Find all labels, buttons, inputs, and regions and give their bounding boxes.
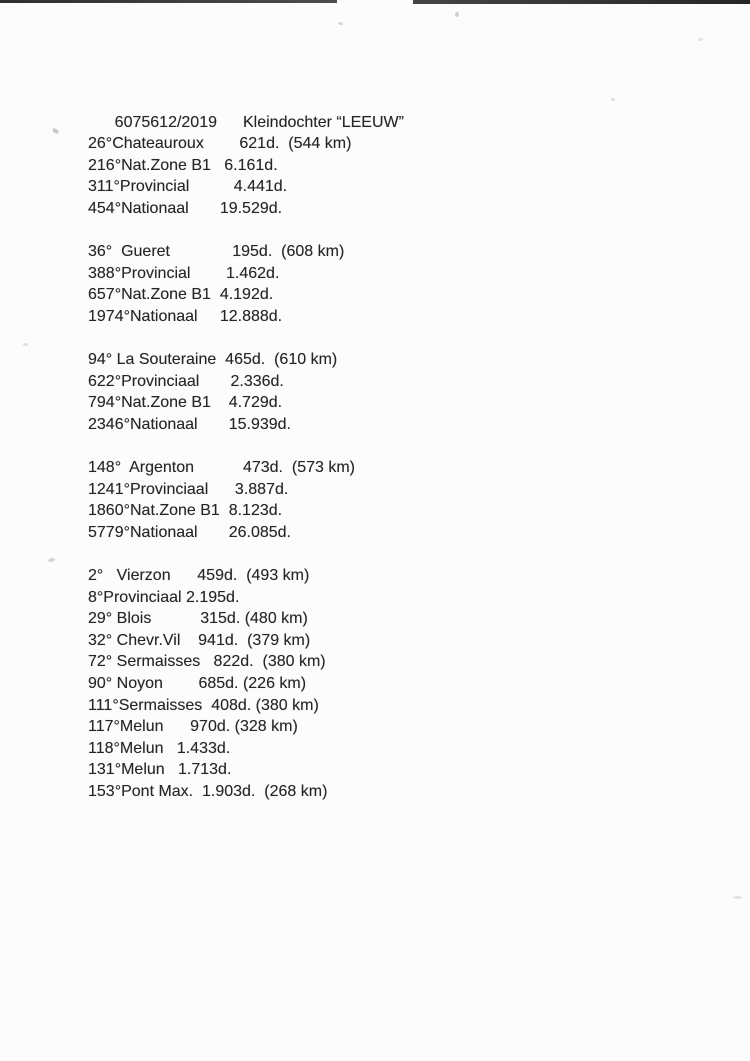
scan-speck <box>48 557 56 563</box>
result-line: 29° Blois 315d. (480 km) <box>88 610 308 628</box>
result-line: 8°Provinciaal 2.195d. <box>88 588 240 606</box>
result-line: 117°Melun 970d. (328 km) <box>88 718 298 736</box>
result-line: 794°Nat.Zone B1 4.729d. <box>88 394 283 412</box>
race-block-la-souteraine <box>88 349 404 435</box>
result-line: 26°Chateauroux 621d. (544 km) <box>88 135 352 153</box>
result-line: 153°Pont Max. 1.903d. (268 km) <box>88 783 328 800</box>
scan-speck <box>611 98 615 101</box>
result-line: 32° Chevr.Vil 941d. (379 km) <box>88 631 311 649</box>
result-line: 111°Sermaisses 408d. (380 km) <box>88 696 319 714</box>
document-content <box>88 90 404 803</box>
result-line: 94° La Souteraine 465d. (610 km) <box>88 351 338 369</box>
scan-speck <box>455 12 459 17</box>
result-line: 2° Vierzon 459d. (493 km) <box>88 567 310 585</box>
scan-speck <box>698 38 703 41</box>
ring-number: 6075612/2019 <box>114 113 217 131</box>
pigeon-name: Kleindochter “LEEUW” <box>243 113 404 131</box>
result-line: 1241°Provinciaal 3.887d. <box>88 480 289 498</box>
result-line: 1860°Nat.Zone B1 8.123d. <box>88 502 283 520</box>
result-line: 622°Provinciaal 2.336d. <box>88 372 284 390</box>
result-line: 657°Nat.Zone B1 4.192d. <box>88 286 274 304</box>
result-line: 36° Gueret 195d. (608 km) <box>88 243 345 261</box>
result-line: 118°Melun 1.433d. <box>88 739 231 757</box>
result-line: 90° Noyon 685d. (226 km) <box>88 675 307 693</box>
result-line: 2346°Nationaal 15.939d. <box>88 415 291 433</box>
race-block-gueret <box>88 241 404 327</box>
result-line: 388°Provincial 1.462d. <box>88 264 280 282</box>
race-block-argenton <box>88 457 404 543</box>
result-line: 311°Provincial 4.441d. <box>88 178 288 196</box>
scan-speck <box>733 896 742 899</box>
race-block-chateauroux <box>88 133 404 219</box>
result-line: 148° Argenton 473d. (573 km) <box>88 459 355 477</box>
scan-edge-artifact-right <box>413 0 750 4</box>
result-line: 72° Sermaisses 822d. (380 km) <box>88 653 326 671</box>
result-line: 454°Nationaal 19.529d. <box>88 199 283 217</box>
result-line: 5779°Nationaal 26.085d. <box>88 523 291 541</box>
result-line: 216°Nat.Zone B1 6.161d. <box>88 156 278 174</box>
document-header <box>88 90 404 131</box>
result-line: 131°Melun 1.713d. <box>88 761 232 779</box>
scan-speck <box>23 343 28 346</box>
scan-speck <box>51 127 59 134</box>
scan-speck <box>338 21 344 26</box>
scan-edge-artifact-left <box>0 0 337 3</box>
race-block-other-results <box>88 565 404 803</box>
result-line: 1974°Nationaal 12.888d. <box>88 307 283 325</box>
